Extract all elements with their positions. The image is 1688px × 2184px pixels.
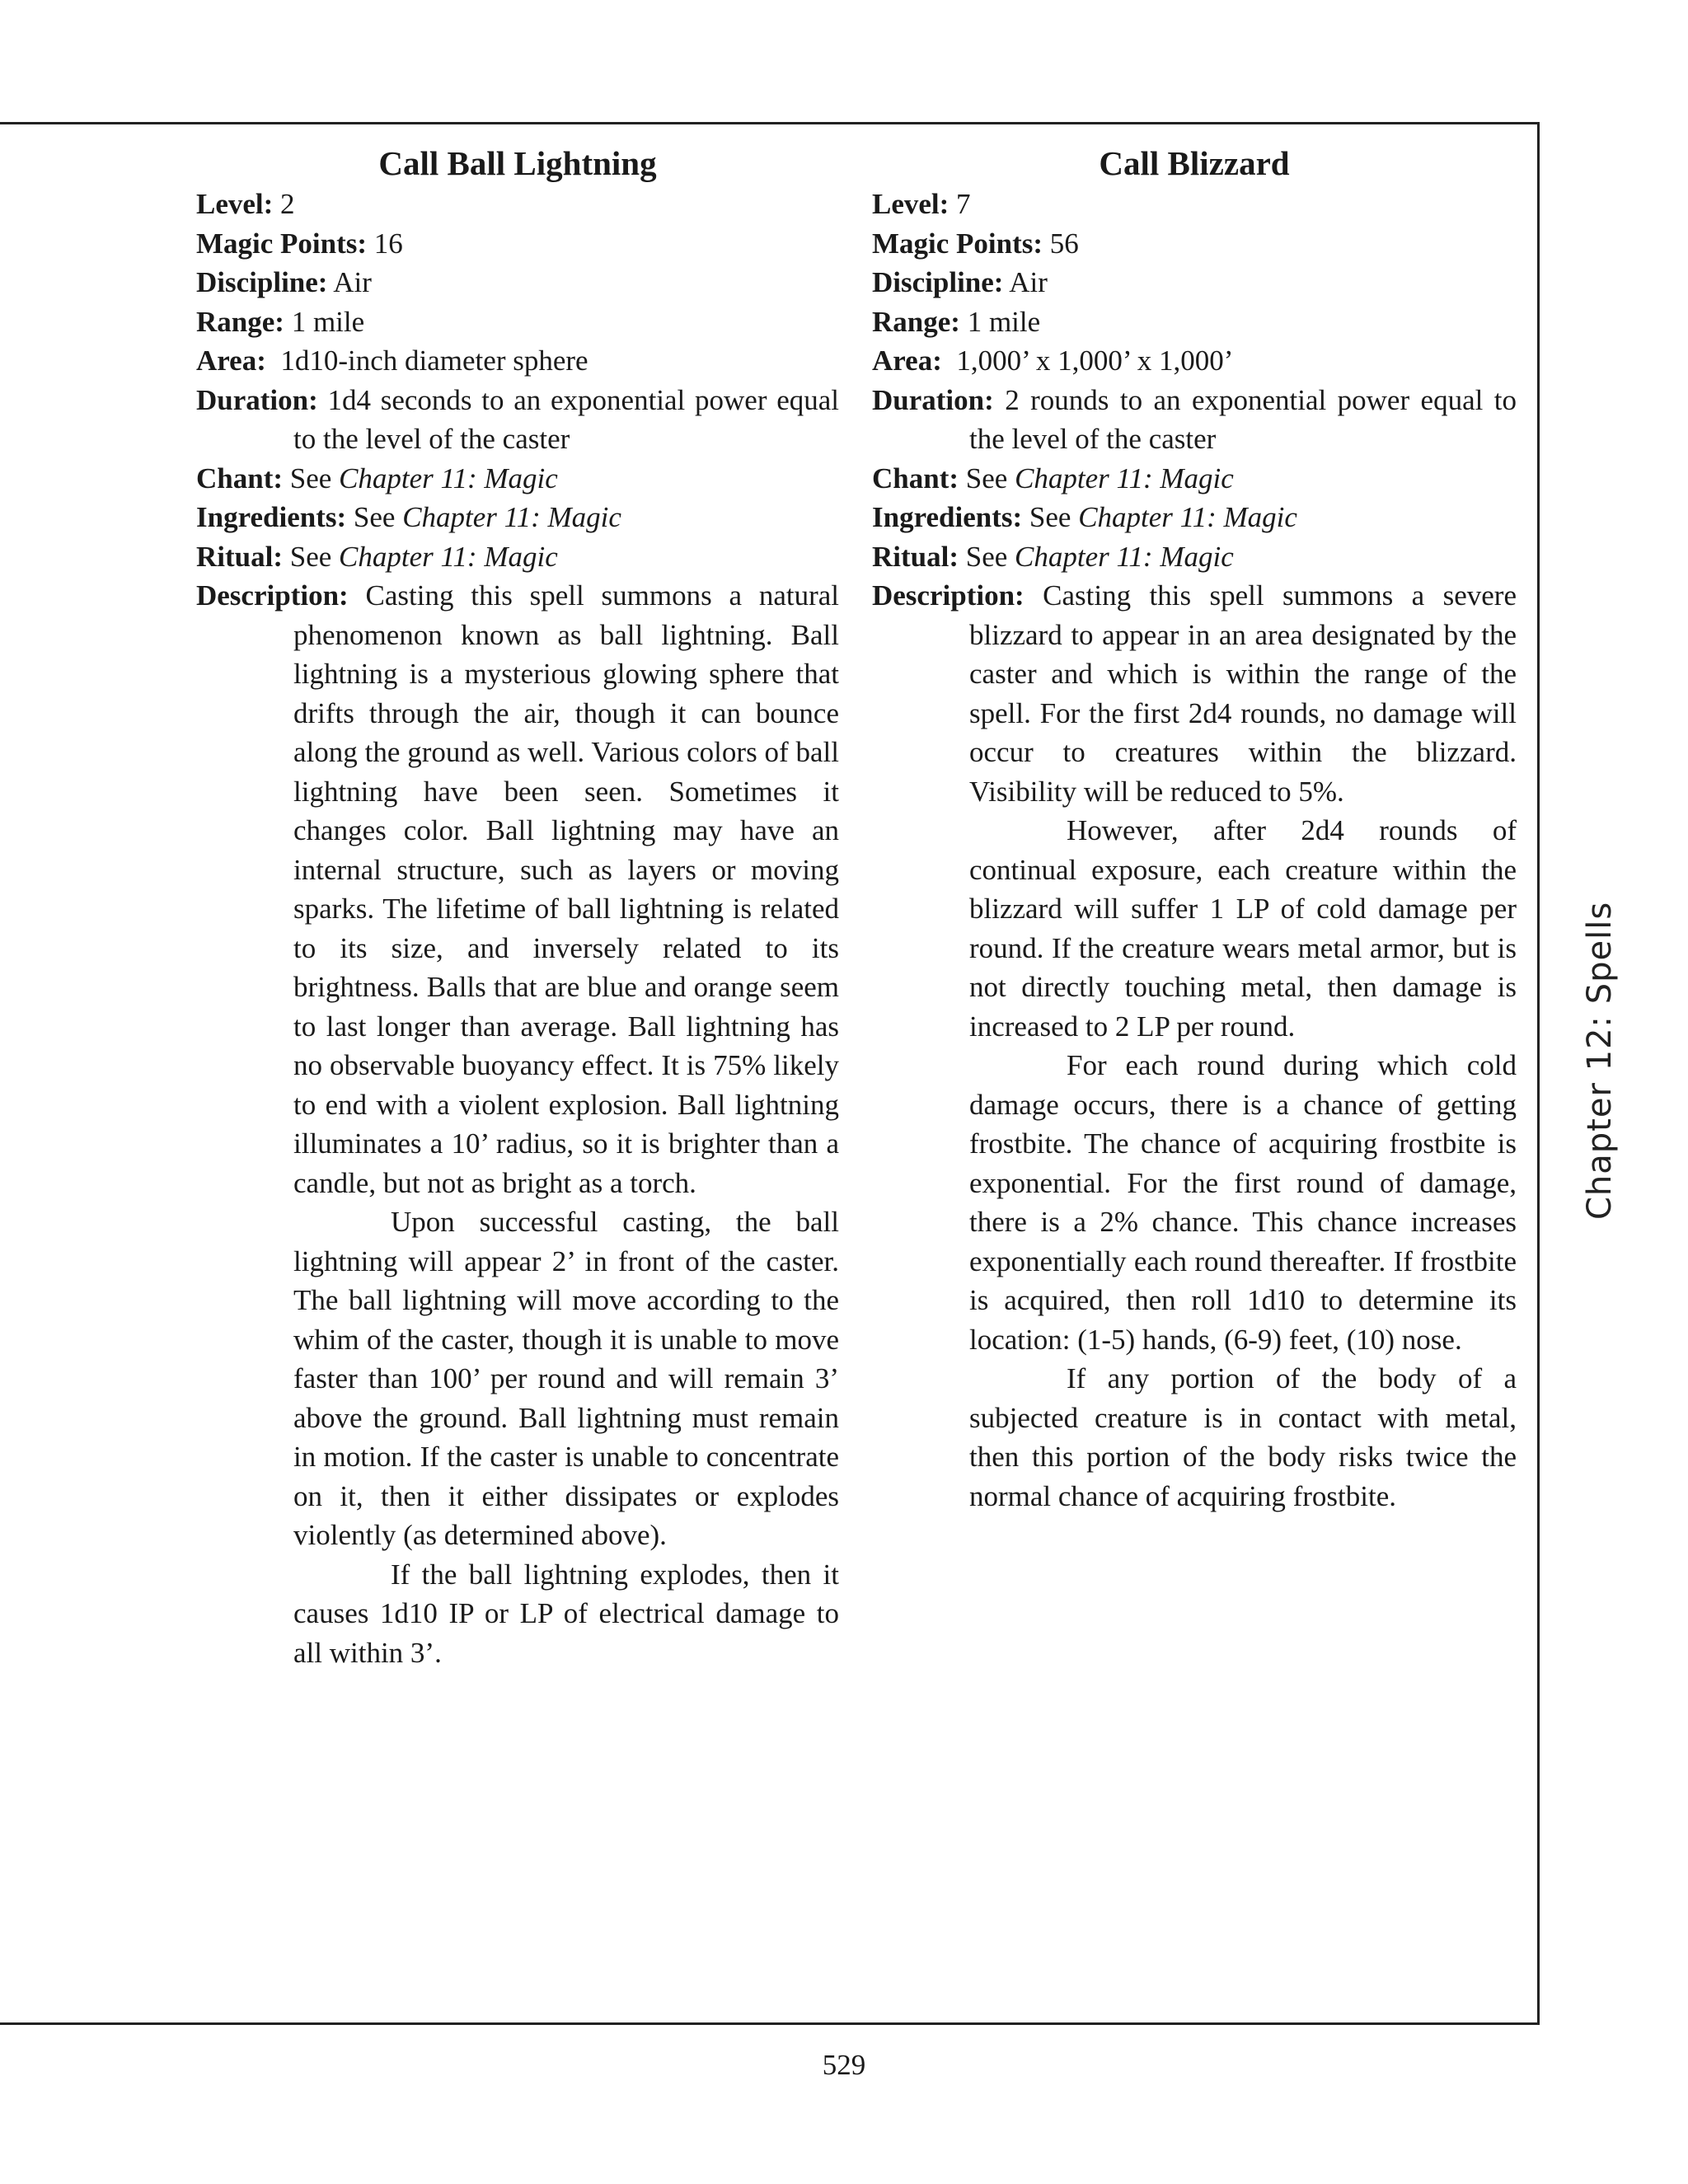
spell-chant: Chant: See Chapter 11: Magic: [196, 462, 558, 494]
spell-duration: Duration: 1d4 seconds to an exponential power equal to the level of the caster: [196, 383, 839, 455]
spell-ingredients: Ingredients: See Chapter 11: Magic: [872, 501, 1297, 533]
spell-discipline: Discipline: Air: [872, 266, 1048, 298]
spell-description-continued: [872, 811, 1517, 1516]
spell-entry-call-blizzard: [872, 142, 1517, 1516]
spell-duration: Duration: 2 rounds to an exponential power equal to the level of the caster: [872, 383, 1517, 455]
description-paragraph: For each round during which cold damage occurs, there is a chance of getting frostbite. The chance of acquiring frostbite is exponential. For the first round of damage, there is a 2% chance. This chance increases exponentially each round thereafter. If frostbite is acquired, then roll 1d10 to determine its location: (1-5) hands, (6-9) feet, (10) nose.: [969, 1049, 1517, 1356]
page-frame-right: [1537, 122, 1540, 2025]
spell-range: Range: 1 mile: [196, 305, 365, 338]
description-paragraph: Upon successful casting, the ball lightning will appear 2’ in front of the caster. The ball lightning will move according to the whim of the caster, though it is unable to move faster than 100’ per round and will remain 3’ above the ground. Ball lightning must remain in motion. If the caster is unable to concentrate on it, then it either dissipates or explodes violently (as determined above).: [293, 1206, 839, 1551]
spell-magic-points: Magic Points: 56: [872, 227, 1079, 260]
spell-ritual: Ritual: See Chapter 11: Magic: [196, 540, 558, 573]
chapter-side-tab: Chapter 12: Spells: [1581, 901, 1619, 1220]
spell-description: Description: Casting this spell summons a severe blizzard to appear in an area designated by the caster and which is within the range of the spell. For the first 2d4 rounds, no damage will occur to creatures within the blizzard. Visibility will be reduced to 5%.: [872, 579, 1517, 808]
spell-description-continued: [196, 1202, 839, 1672]
page-number: 529: [822, 2049, 866, 2081]
spell-title: Call Blizzard: [1099, 144, 1290, 182]
spell-description: Description: Casting this spell summons a natural phenomenon known as ball lightning. Ball lightning is a mysterious glowing sphere that drifts through the air, though it can bounce along the ground as well. Various colors of ball lightning have been seen. Sometimes it changes color. Ball lightning may have an internal structure, such as layers or moving sparks. The lifetime of ball lightning is related to its size, and inversely related to its brightness. Balls that are blue and orange seem to last longer than average. Ball lightning has no observable buoyancy effect. It is 75% likely to end with a violent explosion. Ball lightning illuminates a 10’ radius, so it is brighter than a candle, but not as bright as a torch.: [196, 579, 839, 1199]
spell-title: Call Ball Lightning: [378, 144, 657, 182]
spell-area: Area: 1d10-inch diameter sphere: [196, 344, 588, 377]
page-frame-top: [0, 122, 1540, 124]
spell-discipline: Discipline: Air: [196, 266, 372, 298]
spell-entry-call-ball-lightning: [196, 142, 839, 1672]
description-paragraph: However, after 2d4 rounds of continual exposure, each creature within the blizzard will suffer 1 LP of cold damage per round. If the creature wears metal armor, but is not directly touching metal, then damage is increased to 2 LP per round.: [969, 814, 1517, 1043]
spell-level: Level: 7: [872, 188, 971, 220]
spell-range: Range: 1 mile: [872, 305, 1041, 338]
description-paragraph: If any portion of the body of a subjected creature is in contact with metal, then this portion of the body risks twice the normal chance of acquiring frostbite.: [969, 1362, 1517, 1512]
description-paragraph: If the ball lightning explodes, then it causes 1d10 IP or LP of electrical damage to all within 3’.: [293, 1558, 839, 1669]
spell-level: Level: 2: [196, 188, 295, 220]
spell-magic-points: Magic Points: 16: [196, 227, 403, 260]
spell-area: Area: 1,000’ x 1,000’ x 1,000’: [872, 344, 1234, 377]
spell-chant: Chant: See Chapter 11: Magic: [872, 462, 1234, 494]
spell-ritual: Ritual: See Chapter 11: Magic: [872, 540, 1234, 573]
spell-ingredients: Ingredients: See Chapter 11: Magic: [196, 501, 621, 533]
page-frame-bottom: [0, 2022, 1540, 2025]
